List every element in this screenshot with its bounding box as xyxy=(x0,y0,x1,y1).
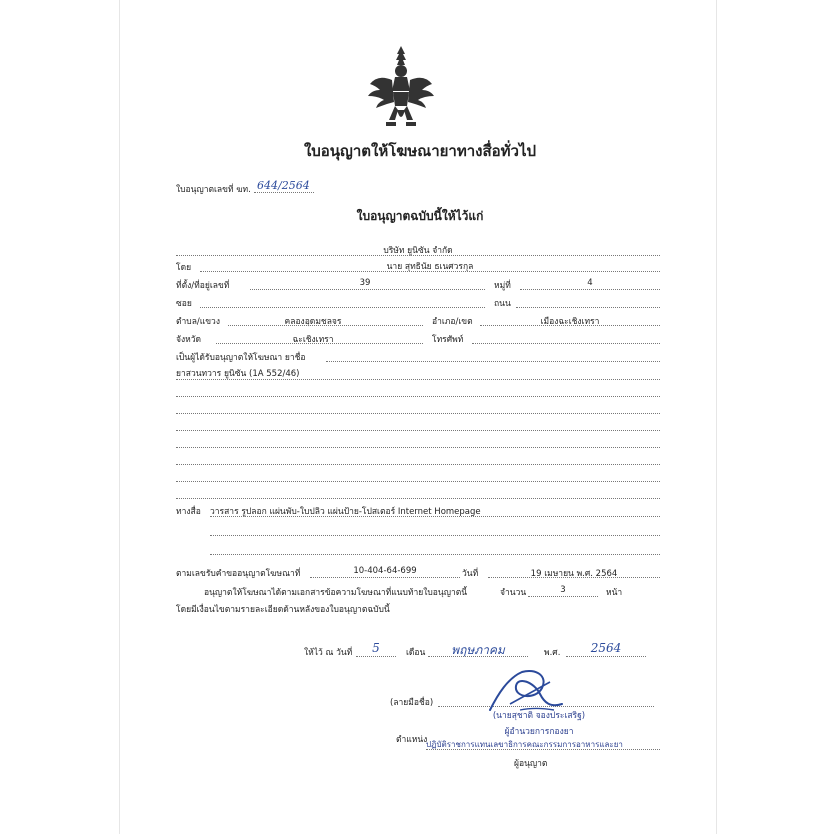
address-no-value: 39 xyxy=(359,278,371,288)
approval-count-line xyxy=(528,596,598,597)
address-no-line xyxy=(250,289,485,290)
approval-conditions: โดยมีเงื่อนไขตามรายละเอียดด้านหลังของใบอนุญาตฉบับนี้ xyxy=(176,605,390,615)
drug-label: เป็นผู้ได้รับอนุญาตให้โฆษณา ยาชื่อ xyxy=(176,353,306,363)
moo-line xyxy=(520,289,660,290)
drug-line-5 xyxy=(176,430,660,431)
drug-line-6 xyxy=(176,447,660,448)
approval-page-label: หน้า xyxy=(606,588,623,598)
issue-year-line xyxy=(566,656,646,657)
approval-text: อนุญาตให้โฆษณาได้ตามเอกสารข้อความโฆษณาที่แนบท้ายใบอนุญาตนี้ xyxy=(204,588,468,598)
request-label: ตามเลขรับคำขออนุญาตโฆษณาที่ xyxy=(176,569,301,579)
drug-line-1 xyxy=(326,361,660,362)
drug-line-2 xyxy=(176,379,660,380)
issue-day: 5 xyxy=(372,641,380,655)
issued-to-heading: ใบอนุญาตฉบับนี้ให้ไว้แก่ xyxy=(356,209,484,223)
license-number-line xyxy=(254,192,314,193)
garuda-emblem-icon xyxy=(366,44,436,130)
soi-label: ซอย xyxy=(176,299,192,309)
approval-count-label: จำนวน xyxy=(500,588,527,598)
subdistrict-value: คลองอุดมชลจร xyxy=(284,317,342,327)
soi-line xyxy=(200,307,485,308)
moo-value: 4 xyxy=(587,278,593,288)
drug-line-9 xyxy=(176,498,660,499)
issue-day-line xyxy=(356,656,396,657)
request-date-label: วันที่ xyxy=(462,569,479,579)
sign-label: (ลายมือชื่อ) xyxy=(390,698,434,708)
district-value: เมืองฉะเชิงเทรา xyxy=(540,317,600,327)
company-line xyxy=(176,255,660,256)
request-date-line xyxy=(488,577,660,578)
by-line xyxy=(200,271,660,272)
media-line-1 xyxy=(210,516,660,517)
request-line xyxy=(310,577,460,578)
media-value: วารสาร รูปลอก แผ่นพับ-ใบปลิว แผ่นป้าย-โปสเตอร์ Internet Homepage xyxy=(210,507,481,517)
signatory-title-1: ผู้อำนวยการกองยา xyxy=(504,727,574,737)
issue-month-label: เดือน xyxy=(406,648,426,658)
drug-line-3 xyxy=(176,396,660,397)
district-label: อำเภอ/เขต xyxy=(432,317,473,327)
moo-label: หมู่ที่ xyxy=(494,281,511,291)
issue-month-line xyxy=(428,656,528,657)
district-line xyxy=(480,325,660,326)
media-line-3 xyxy=(210,554,660,555)
company-value: บริษัท ยูนิซัน จำกัด xyxy=(383,246,453,256)
request-date-value: 19 เมษายน พ.ศ. 2564 xyxy=(530,569,618,579)
road-line xyxy=(516,307,660,308)
position-line xyxy=(426,749,660,750)
media-label: ทางสื่อ xyxy=(176,507,201,517)
by-value: นาย สุทธินัย ธเนศวรกุล xyxy=(386,262,474,272)
by-label: โดย xyxy=(176,263,192,273)
province-label: จังหวัด xyxy=(176,335,202,345)
address-no-label: ที่ตั้ง/ที่อยู่เลขที่ xyxy=(176,281,230,291)
phone-line xyxy=(472,343,660,344)
media-line-2 xyxy=(210,535,660,536)
subdistrict-line xyxy=(228,325,423,326)
document-title: ใบอนุญาตให้โฆษณายาทางสื่อทั่วไป xyxy=(303,142,537,160)
province-value: ฉะเชิงเทรา xyxy=(292,335,334,345)
road-label: ถนน xyxy=(494,299,511,309)
signatory-name: (นายสุชาติ จองประเสริฐ) xyxy=(492,711,586,721)
issue-given-label: ให้ไว้ ณ วันที่ xyxy=(304,648,353,658)
drug-value: ยาสวนทวาร ยูนิซัน (1A 552/46) xyxy=(176,369,300,379)
subdistrict-label: ตำบล/แขวง xyxy=(176,317,220,327)
approval-count-value: 3 xyxy=(560,585,566,595)
drug-line-4 xyxy=(176,413,660,414)
license-number-value: 644/2564 xyxy=(257,179,310,192)
drug-line-7 xyxy=(176,464,660,465)
licensor-label: ผู้อนุญาต xyxy=(514,759,548,769)
phone-label: โทรศัพท์ xyxy=(432,335,464,345)
issue-year: 2564 xyxy=(590,641,622,655)
drug-line-8 xyxy=(176,481,660,482)
request-value: 10-404-64-699 xyxy=(353,566,417,576)
license-document xyxy=(120,0,716,834)
position-label: ตำแหน่ง xyxy=(396,735,428,745)
province-line xyxy=(216,343,423,344)
issue-year-label: พ.ศ. xyxy=(544,648,561,658)
signatory-title-2: ปฏิบัติราชการแทนเลขาธิการคณะกรรมการอาหารและยา xyxy=(426,740,623,749)
license-number-label: ใบอนุญาตเลขที่ ฆท. xyxy=(176,185,251,195)
issue-month: พฤษภาคม xyxy=(451,643,505,657)
